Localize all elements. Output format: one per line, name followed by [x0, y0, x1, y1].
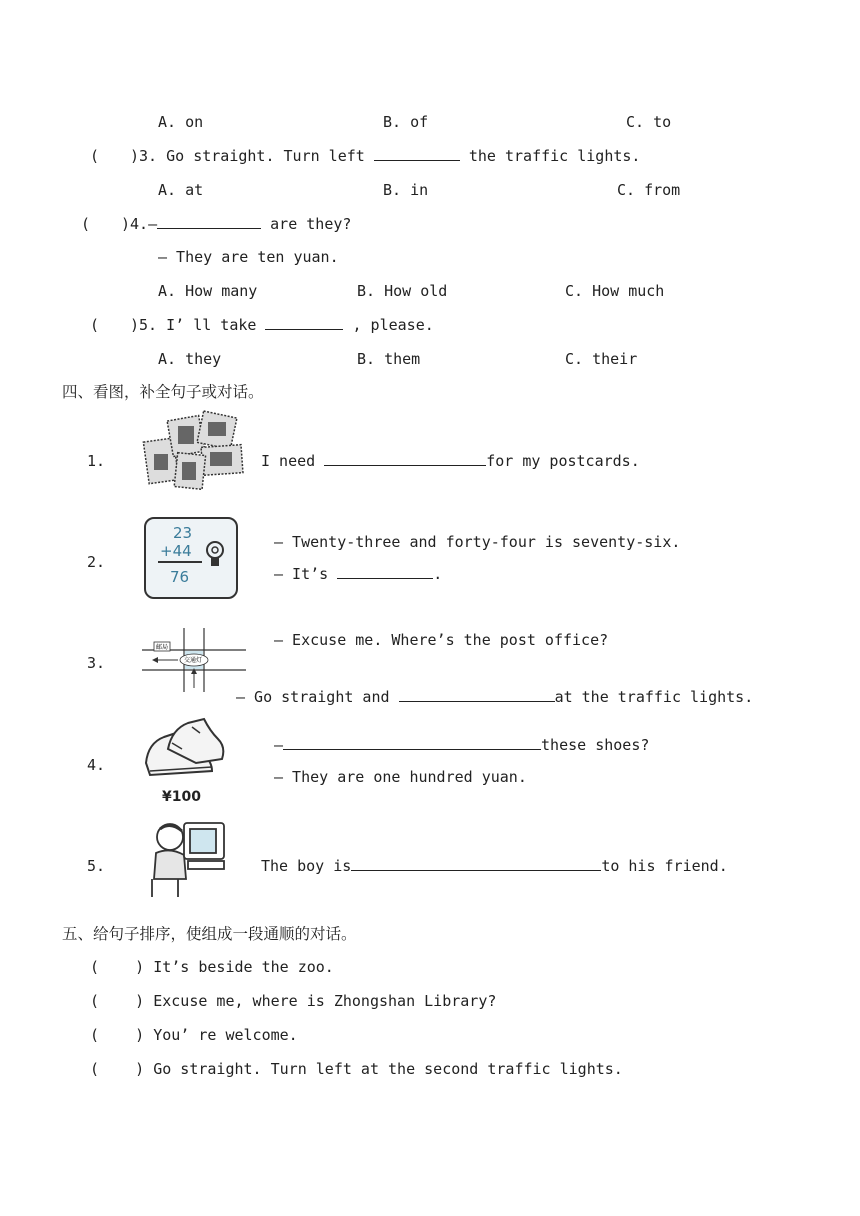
q2-option-b: B. of [383, 113, 429, 131]
math-card [144, 517, 238, 599]
q3-question: )3. Go straight. Turn left the traffic lights. [130, 147, 641, 165]
math-divider [158, 561, 202, 563]
traffic-light-label: 交通灯 [184, 657, 203, 664]
item2-blank[interactable] [337, 564, 433, 579]
item4-blank[interactable] [283, 735, 541, 750]
item1-blank[interactable] [324, 451, 486, 466]
q4-option-b: B. How old [357, 282, 448, 300]
order-paren-open[interactable]: ( [90, 992, 100, 1010]
item1-number: 1. [87, 452, 106, 470]
item2-line1: — Twenty-three and forty-four is seventy-six. [274, 533, 681, 551]
q5-paren: ( [90, 316, 100, 334]
item5-blank[interactable] [351, 856, 601, 871]
order-sentence: It’s beside the zoo. [153, 958, 334, 976]
q4-answer: — They are ten yuan. [158, 248, 339, 266]
q3-option-a: A. at [158, 181, 204, 199]
q3-option-b: B. in [383, 181, 429, 199]
shoes-price: ¥100 [162, 789, 201, 805]
order-paren-open[interactable]: ( [90, 1060, 100, 1078]
item2-sentence: — It’s . [274, 565, 443, 583]
item5-sentence: The boy is to his friend. [261, 857, 728, 875]
post-office-label: 邮局 [156, 644, 169, 651]
q4-blank[interactable] [157, 214, 261, 229]
order-paren-open[interactable]: ( [90, 958, 100, 976]
order-row-3: ( ) You’ re welcome. [90, 1026, 298, 1044]
item3-line1: — Excuse me. Where’s the post office? [274, 631, 609, 649]
math-addend-b: +44 [160, 542, 192, 560]
q2-option-c: C. to [626, 113, 672, 131]
street-map [142, 628, 246, 692]
section4-heading: 四、看图，补全句子或对话。 [62, 383, 264, 401]
q5-option-a: A. they [158, 350, 222, 368]
item2-number: 2. [87, 553, 106, 571]
q4-option-a: A. How many [158, 282, 258, 300]
q3-blank[interactable] [374, 146, 460, 161]
item3-sentence: — Go straight and at the traffic lights. [236, 688, 754, 706]
q5-blank[interactable] [265, 315, 343, 330]
q5-option-c: C. their [565, 350, 638, 368]
order-paren-open[interactable]: ( [90, 1026, 100, 1044]
math-addend-a: 23 [173, 524, 193, 542]
item3-number: 3. [87, 654, 106, 672]
boy-computer-icon [142, 817, 234, 899]
q2-option-a: A. on [158, 113, 204, 131]
q3-option-c: C. from [617, 181, 681, 199]
item1-sentence: I need for my postcards. [261, 452, 640, 470]
order-row-1: ( ) It’s beside the zoo. [90, 958, 334, 976]
order-sentence: You’ re welcome. [153, 1026, 298, 1044]
order-row-2: ( ) Excuse me, where is Zhongshan Library? [90, 992, 497, 1010]
q3-paren: ( [90, 147, 100, 165]
shoes-icon [142, 713, 226, 785]
math-sum: 76 [170, 568, 190, 586]
q5-question: )5. I’ ll take , please. [130, 316, 434, 334]
stamps-icon [140, 410, 248, 492]
q4-question: )4.— are they? [121, 215, 352, 233]
q5-option-b: B. them [357, 350, 421, 368]
item3-blank[interactable] [399, 687, 555, 702]
order-sentence: Go straight. Turn left at the second traffic lights. [153, 1060, 623, 1078]
lightbulb-icon [204, 539, 226, 569]
order-sentence: Excuse me, where is Zhongshan Library? [153, 992, 497, 1010]
q4-option-c: C. How much [565, 282, 665, 300]
item4-line2: — They are one hundred yuan. [274, 768, 527, 786]
section5-heading: 五、给句子排序，使组成一段通顺的对话。 [62, 925, 357, 943]
item4-number: 4. [87, 756, 106, 774]
item5-number: 5. [87, 857, 106, 875]
item4-sentence: — these shoes? [274, 736, 650, 754]
order-row-4: ( ) Go straight. Turn left at the second traffic lights. [90, 1060, 623, 1078]
q4-paren: ( [81, 215, 91, 233]
